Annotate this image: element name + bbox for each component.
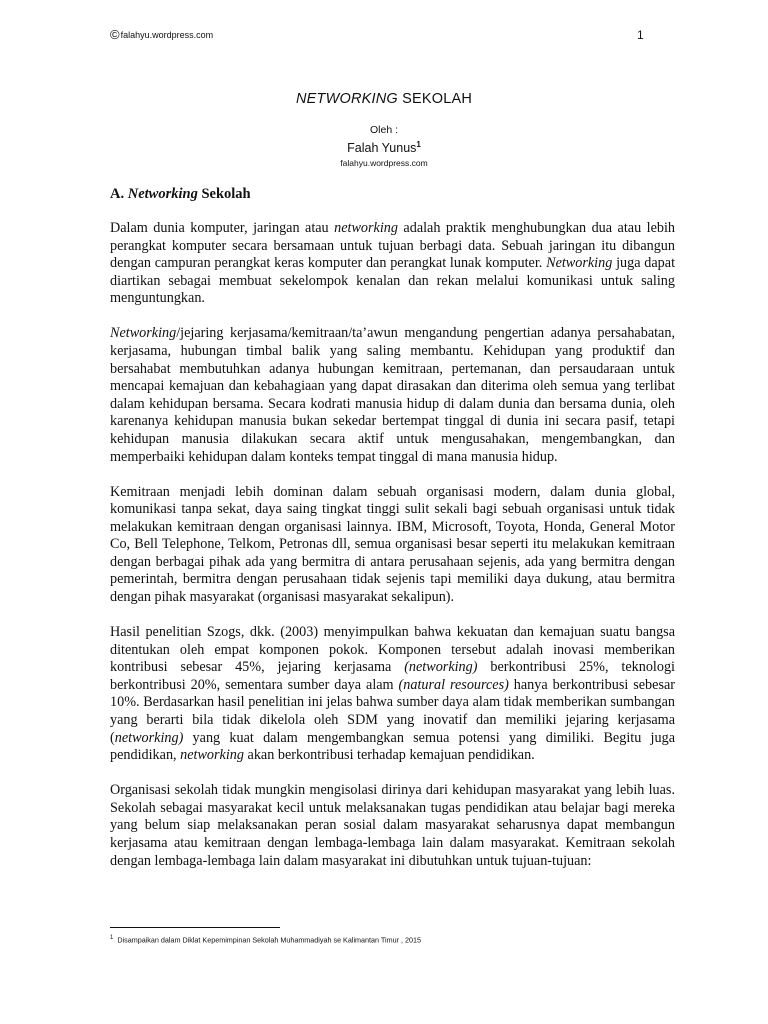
page-header-site xyxy=(110,27,213,42)
p4-italic-h: networking xyxy=(180,747,244,764)
p4-text-c: berkontribusi 25%, teknologi berkontribusi 20%, sementara sumber daya alam xyxy=(110,659,675,693)
byline-site: falahyu.wordpress.com xyxy=(340,158,428,168)
p4-text-a: Hasil penelitian Szogs, dkk. (2003) menyimpulkan bahwa kekuatan dan kemajuan suatu bangsa ditentukan oleh empat komponen pokok. Komponen tersebut adalah inovasi memberikan kontribusi sebesar 45%, jejaring kerjasama xyxy=(110,624,675,676)
footnote-text: Disampaikan dalam Diklat Kepemimpinan Sekolah Muhammadiyah se Kalimantan Timur , 2015 xyxy=(117,935,421,945)
p1-text-a: Dalam dunia komputer, jaringan atau xyxy=(110,220,335,236)
document-title xyxy=(0,91,768,107)
footnote xyxy=(110,935,421,944)
copyright-symbol: © xyxy=(110,27,120,42)
document-body xyxy=(110,220,675,888)
p4-text-g: yang kuat dalam mengembangkan semua potensi yang dimiliki. Begitu juga pendidikan, xyxy=(110,729,675,764)
paragraph-3 xyxy=(110,484,675,607)
byline-oleh: Oleh : xyxy=(369,124,398,136)
footnote-mark: 1 xyxy=(110,935,114,941)
title-normal: SEKOLAH xyxy=(402,91,473,107)
author-footnote-mark: 1 xyxy=(416,140,421,149)
author-name xyxy=(0,140,768,155)
p4-text-i: akan berkontribusi terhadap kemajuan pendidikan. xyxy=(243,747,535,764)
paragraph-2 xyxy=(110,325,675,466)
author-text: Falah Yunus xyxy=(347,141,417,156)
footnote-divider xyxy=(110,927,280,928)
page-number: 1 xyxy=(637,28,644,42)
p2-italic-a: Networking xyxy=(110,325,177,342)
header-site-text: falahyu.wordpress.com xyxy=(120,30,214,40)
p1-text-c: adalah praktik menghubungkan dua atau lebih perangkat komputer secara bersamaan untuk tujuan berbagi data. Sebuah jaringan itu dibangun dengan campuran perangkat keras komputer dan perangkat lunak komputer. xyxy=(110,220,675,272)
paragraph-4 xyxy=(110,624,675,765)
section-heading xyxy=(110,186,251,203)
p1-italic-b: networking xyxy=(334,220,398,236)
section-italic: Networking xyxy=(127,186,198,202)
p4-italic-b: (networking) xyxy=(404,659,478,676)
section-rest: Sekolah xyxy=(201,186,251,202)
p1-italic-d: Networking xyxy=(546,255,613,272)
p1-text-e: juga dapat diartikan sebagai membuat sekelompok kenalan dan rekan melalui komunikasi untuk saling menguntungkan. xyxy=(110,255,676,307)
p2-text-b: /jejaring kerjasama/kemitraan/ta’awun mengandung pengertian adanya persahabatan, kerjasama, hubungan timbal balik yang saling membantu. Kehidupan yang produktif dan bersahabat membutuhkan adanya hubungan kemitraan, pertemanan, dan persaudaraan untuk mencapai kemajuan dan kebahagiaan yang dapat dirasakan dan diterima oleh semua yang terlibat dalam kehidupan bersama. Secara kodrati manusia hidup di dalam dunia dan bersama dunia, oleh karenanya kehidupan manusia bukan sekedar bertempat tinggal di dunia ini secara pasif, tetapi kehidupan manusia dilakukan secara aktif untuk mengusahakan, mengembangkan, dan memperbaiki kehidupan dalam konteks tempat tinggal di mana manusia hidup. xyxy=(110,325,675,465)
title-italic: NETWORKING xyxy=(295,91,398,107)
section-prefix: A. xyxy=(110,186,125,202)
paragraph-1 xyxy=(110,220,675,308)
p4-italic-d: (natural resources) xyxy=(398,676,509,693)
paragraph-5 xyxy=(110,782,675,870)
p3-text-a: Kemitraan menjadi lebih dominan dalam sebuah organisasi modern, dalam dunia global, komunikasi tanpa sekat, daya saing tingkat tinggi sulit sekali bagi sebuah organisasi untuk tidak melakukan kemitraan dengan organisasi lainnya. IBM, Microsoft, Toyota, Honda, General Motor Co, Bell Telephone, Telkom, Petronas dll, semua organisasi besar seperti itu melakukan kemitraan dengan berbagai pihak ada yang bermitra di antara perusahaan sejenis, ada yang bermitra dengan pemerintah, bermitra dengan perusahaan tidak sejenis tapi memiliki daya dukung, atau bermitra dengan pihak masyarakat (organisasi masyarakat sekalipun). xyxy=(110,483,675,606)
p4-italic-f: networking) xyxy=(114,729,184,746)
p4-text-e: hanya berkontribusi sebesar 10%. Berdasarkan hasil penelitian ini jelas bahwa sumber daya alam tidak memberikan sumbangan yang berarti bila tidak dikelola oleh SDM yang inovatif dan memiliki jejaring kerjasama ( xyxy=(110,676,675,746)
p5-text-a: Organisasi sekolah tidak mungkin mengisolasi dirinya dari kehidupan masyarakat yang lebih luas. Sekolah sebagai masyarakat kecil untuk melaksanakan tugas pendidikan atau belajar bagi mereka yang belum siap melaksanakan peran sosial dalam masyarakat seharusnya dapat membangun kerjasama atau kemitraan dengan lembaga-lembaga lain dalam masyarakat. Kemitraan sekolah dengan lembaga-lembaga lain dalam masyarakat ini dibutuhkan untuk tujuan-tujuan: xyxy=(110,782,675,869)
